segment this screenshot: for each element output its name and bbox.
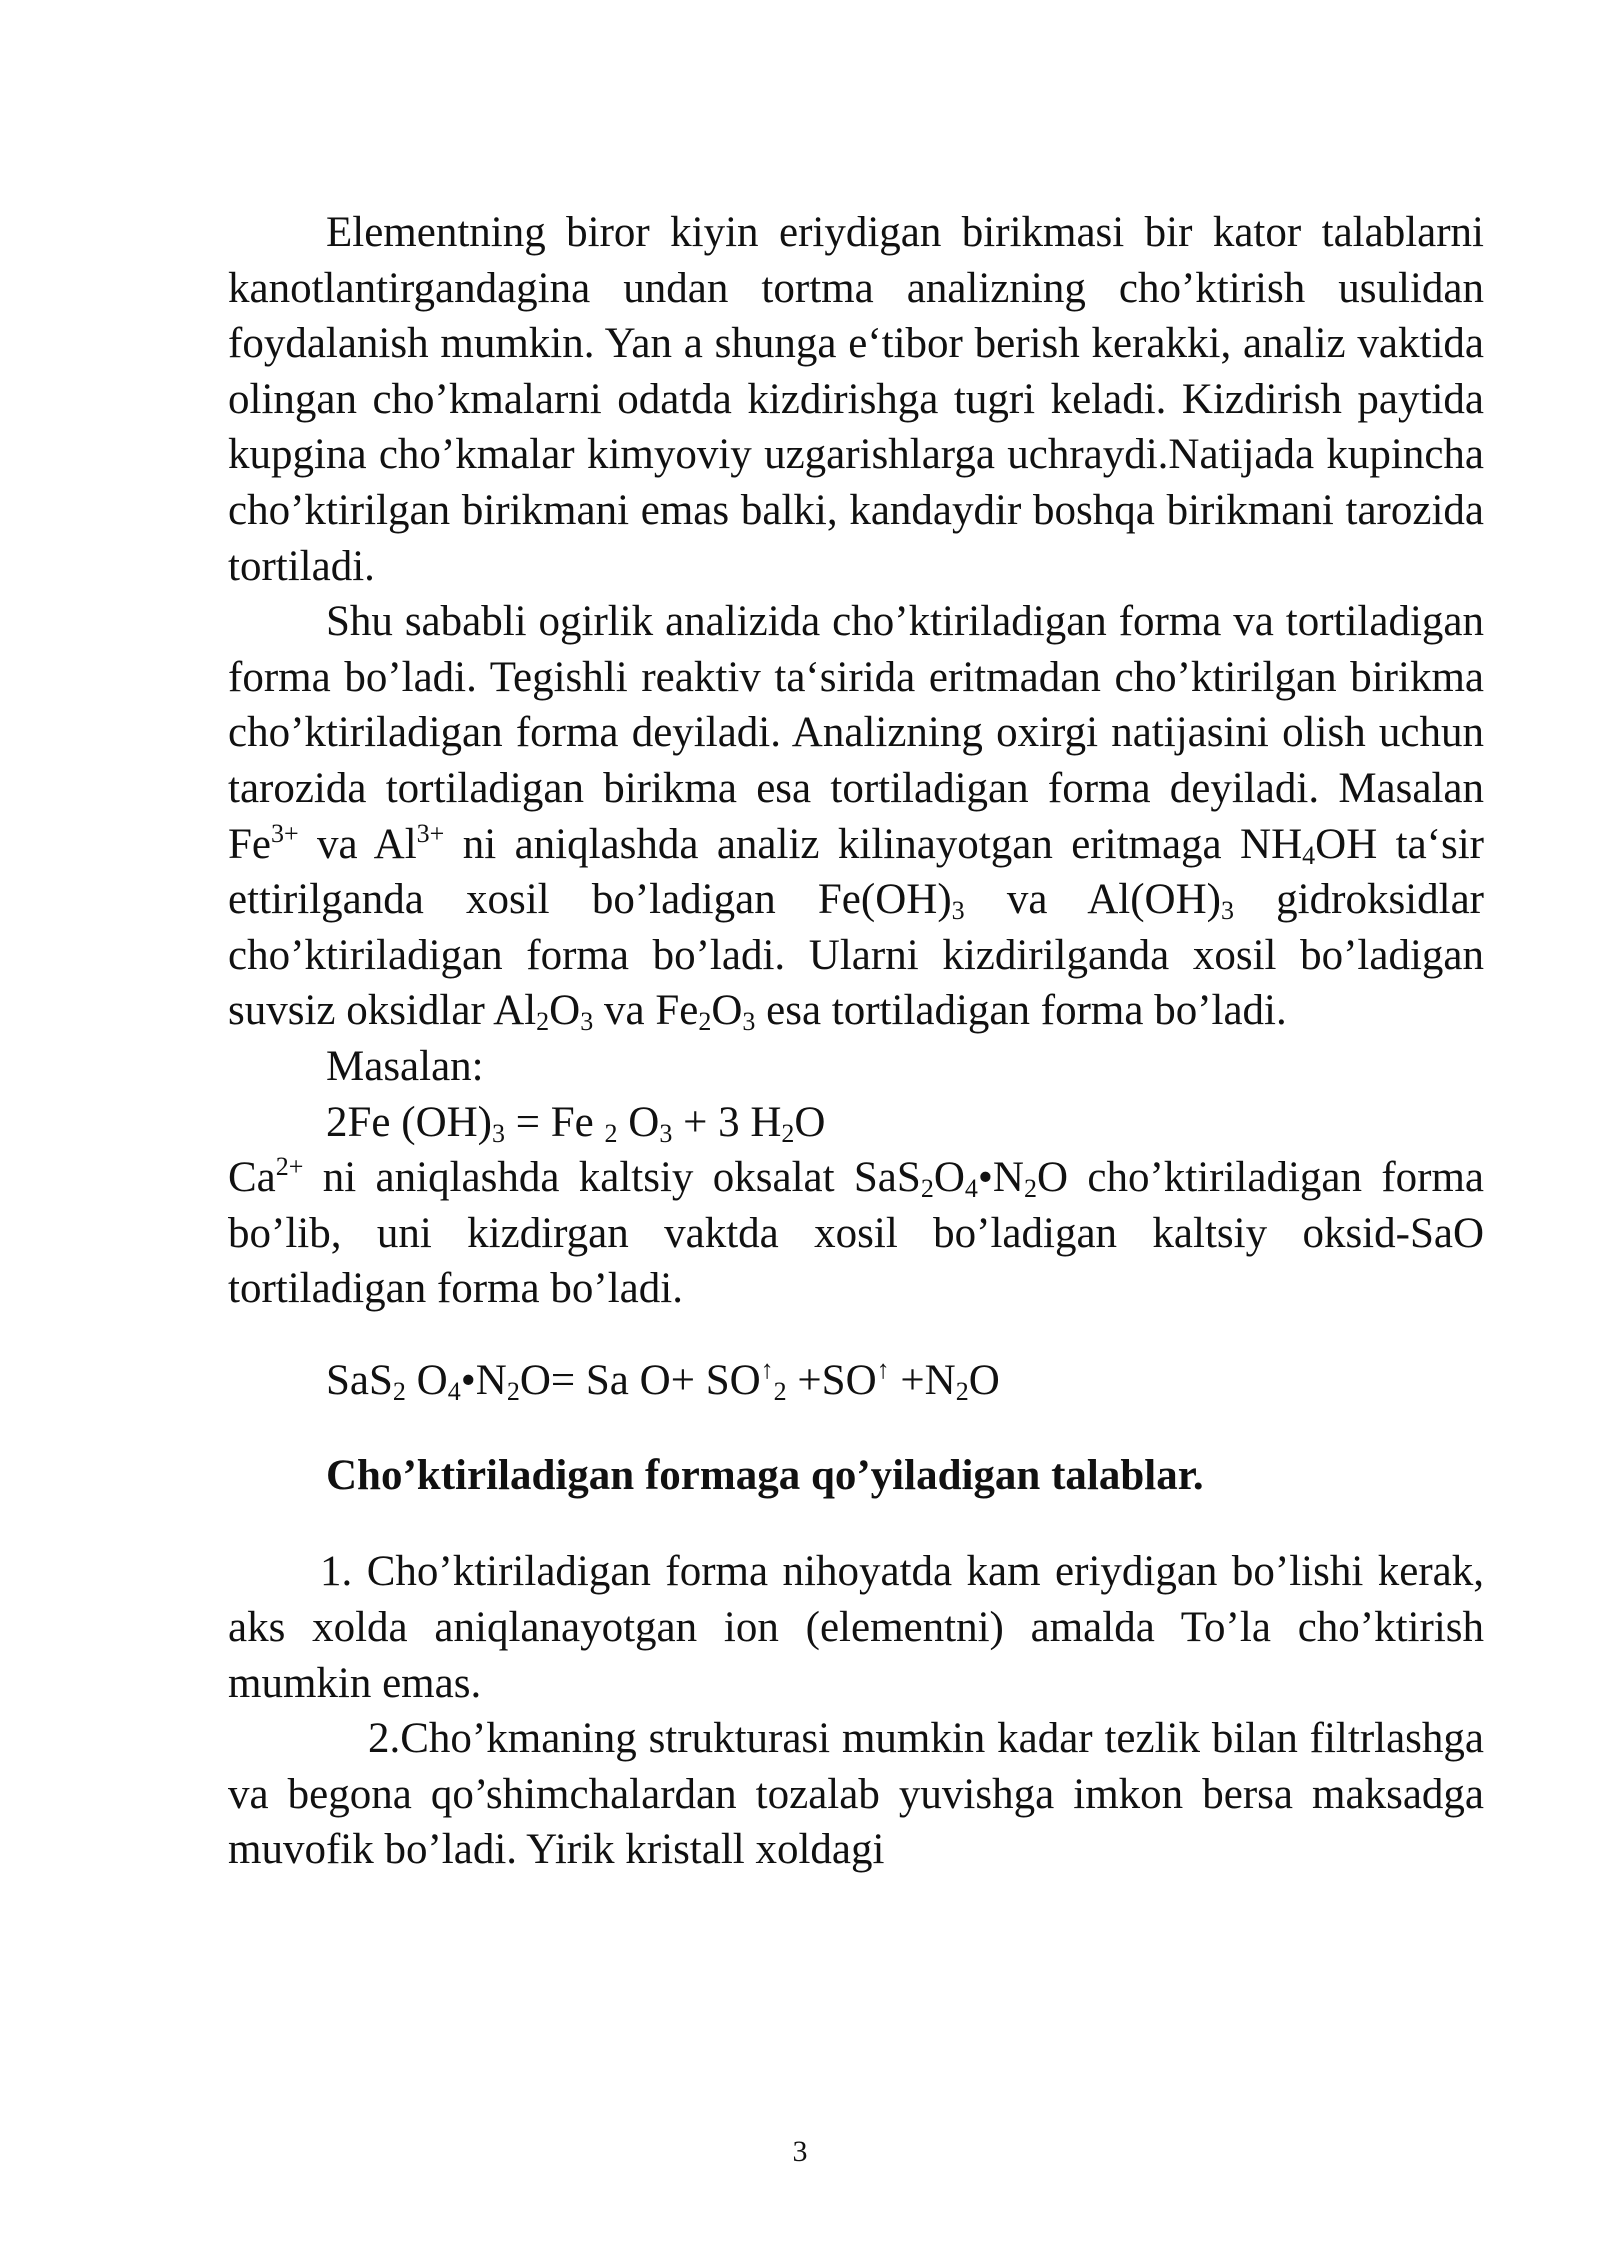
- subscript: 2: [773, 1376, 787, 1406]
- subscript: 2: [698, 1007, 712, 1037]
- superscript: 3+: [271, 818, 299, 848]
- subscript: 2: [920, 1174, 934, 1204]
- text-run: SaS: [326, 1356, 393, 1404]
- paragraph-4: [228, 1150, 1484, 1317]
- page-number: 3: [792, 2135, 808, 2168]
- text-run: +N: [889, 1356, 956, 1404]
- subscript: 3: [580, 1007, 594, 1037]
- subscript: 3: [1220, 896, 1234, 926]
- subscript: 3: [951, 896, 965, 926]
- superscript: 3+: [416, 818, 445, 848]
- text-run: O: [549, 987, 581, 1035]
- subscript: 2: [955, 1376, 969, 1406]
- superscript-arrow: ↑: [876, 1354, 890, 1384]
- text-run: va Al: [298, 820, 417, 868]
- subscript: 3: [659, 1118, 673, 1148]
- subscript: 3: [742, 1007, 756, 1037]
- text-run: O: [933, 1154, 965, 1202]
- subscript: 4: [447, 1376, 461, 1406]
- subscript: 2: [536, 1007, 550, 1037]
- subscript: 4: [1302, 840, 1316, 870]
- superscript-arrow: ↑: [760, 1354, 774, 1384]
- subscript: 2: [506, 1376, 520, 1406]
- text-run: va Al(OH): [964, 876, 1221, 924]
- text-run: •N: [460, 1356, 507, 1404]
- subscript: 4: [964, 1174, 978, 1204]
- paragraph-2: [228, 594, 1484, 1039]
- text-run: + 3 H: [672, 1098, 782, 1146]
- text-run: Ca: [228, 1154, 276, 1202]
- paragraph-1: Elementning biror kiyin eriydigan birikmasi bir kator talablarni kanotlantirgandagina undan tortma analizning cho’ktirish usulidan foydalanish mumkin. Yan a shunga e‘tibor berish kerakki, analiz vaktida olingan cho’kmalarni odatda kizdirishga tugri keladi. Kizdirish paytida kupgina cho’kmalar kimyoviy uzgarishlarga uchraydi.Natijada kupincha cho’ktirilgan birikmani emas balki, kandaydir boshqa birikmani tarozida tortiladi.: [228, 209, 1484, 590]
- paragraph-3: Masalan:: [326, 1042, 484, 1090]
- text-run: O: [711, 987, 743, 1035]
- subscript: 2: [1023, 1174, 1037, 1204]
- text-run: 2Fe (OH): [326, 1098, 492, 1146]
- text-run: O: [968, 1356, 1000, 1404]
- text-run: OH ta‘sir ettirilganda xosil bo’ladigan Fe(OH): [228, 820, 1484, 924]
- text-run: O: [405, 1356, 448, 1404]
- subscript: 3: [492, 1118, 505, 1148]
- subscript: 2: [604, 1118, 618, 1148]
- text-run: va Fe: [593, 987, 699, 1035]
- document-body: [228, 205, 1484, 1878]
- spacer: [228, 1504, 1484, 1544]
- text-run: = Fe: [505, 1098, 605, 1146]
- text-run: Shu sababli ogirlik analizida cho’ktiriladigan forma va tortiladigan forma bo’ladi. Tegishli reaktiv ta‘sirida eritmadan cho’ktirilgan birikma cho’ktiriladigan forma deyiladi. Analizning oxirgi natijasini olish uchun tarozida tortiladigan birikma esa tortiladigan forma deyiladi. Masalan Fe: [228, 598, 1484, 868]
- equation-1: [228, 1095, 1484, 1151]
- text-run: ni aniqlashda kaltsiy oksalat SaS: [303, 1154, 921, 1202]
- text-run: O: [617, 1098, 660, 1146]
- text-run: ni aniqlashda analiz kilinayotgan eritmaga NH: [444, 820, 1303, 868]
- text-run: +SO: [786, 1356, 877, 1404]
- list-item-1: 1. Cho’ktiriladigan forma nihoyatda kam eriydigan bo’lishi kerak, aks xolda aniqlanayotgan ion (elementni) amalda To’la cho’ktirish mumkin emas.: [228, 1548, 1484, 1707]
- text-run: O= Sa O+ SO: [519, 1356, 761, 1404]
- spacer: [228, 1408, 1484, 1448]
- text-run: O cho’ktiriladigan forma bo’lib, uni kizdirgan vaktda xosil bo’ladigan kaltsiy oksid-SaO tortiladigan forma bo’ladi.: [228, 1154, 1484, 1313]
- equation-2: [228, 1353, 1484, 1409]
- text-run: gidroksidlar cho’ktiriladigan forma bo’ladi. Ularni kizdirilganda xosil bo’ladigan suvsiz oksidlar Al: [228, 876, 1484, 1035]
- subscript: 2: [392, 1376, 406, 1406]
- text-run: O: [794, 1098, 826, 1146]
- subscript: 2: [781, 1118, 795, 1148]
- text-run: •N: [977, 1154, 1024, 1202]
- section-heading: Cho’ktiriladigan formaga qo’yiladigan talablar.: [326, 1452, 1204, 1500]
- spacer: [228, 1317, 1484, 1353]
- list-item-2: 2.Cho’kmaning strukturasi mumkin kadar tezlik bilan filtrlashga va begona qo’shimchalardan tozalab yuvishga imkon bersa maksadga muvofik bo’ladi. Yirik kristall xoldagi: [228, 1715, 1484, 1874]
- superscript: 2+: [275, 1152, 304, 1182]
- text-run: esa tortiladigan forma bo’ladi.: [755, 987, 1287, 1035]
